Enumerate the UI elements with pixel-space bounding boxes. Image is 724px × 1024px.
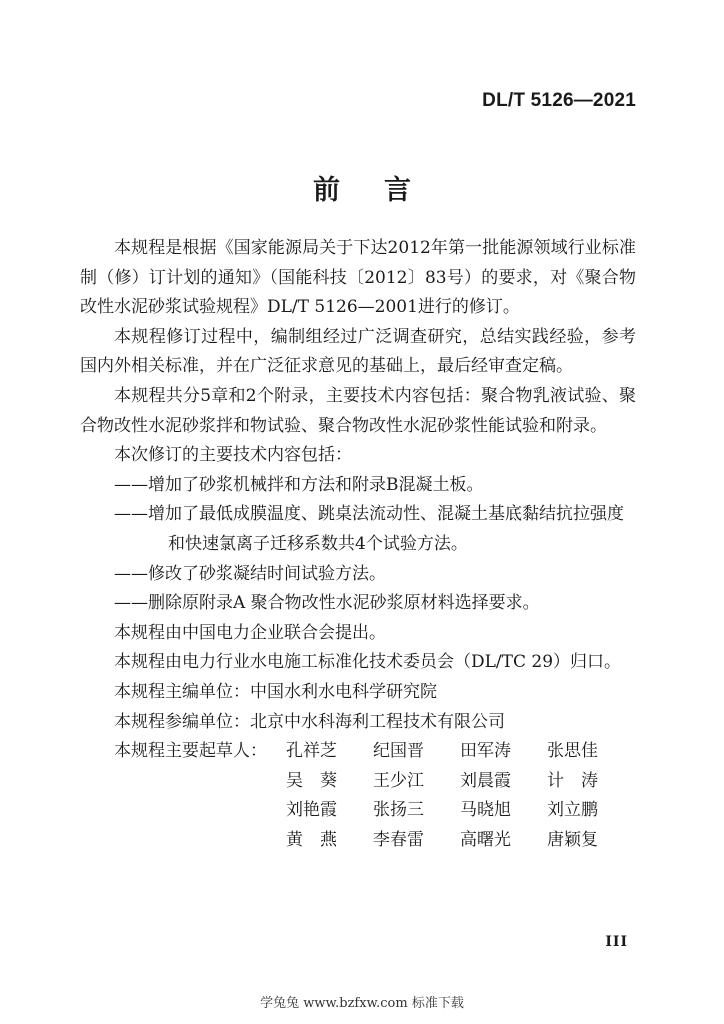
page-number: III [605,934,628,950]
drafter-name: 高曙光 [460,829,511,850]
drafter-name: 王少江 [373,770,424,791]
drafter-name: 孔祥芝 [286,741,337,762]
drafter-name: 李春雷 [373,829,424,850]
footer-watermark: 学兔兔 www.bzfxw.com 标准下载 [260,996,464,1011]
participating-unit: 本规程参编单位：北京中水科海利工程技术有限公司 [114,711,505,732]
revision-item: ——删除原附录A 聚合物改性水泥砂浆原材料选择要求。 [114,593,540,614]
drafter-name: 吴 葵 [286,770,337,791]
drafters-list [286,737,634,855]
drafter-name: 黄 燕 [286,829,337,850]
paragraph-revision-intro: 本次修订的主要技术内容包括： [114,445,352,466]
drafter-name: 田军涛 [460,741,511,762]
revision-item: ——增加了最低成膜温度、跳桌法流动性、混凝土基底黏结抗拉强度和快速氯离子迁移系数共4个试验方法。 [114,504,624,554]
drafter-name: 刘晨霞 [460,770,511,791]
paragraph-basis: 本规程是根据《国家能源局关于下达2012年第一批能源领域行业标准制（修）订计划的通知》（国能科技〔2012〕83号）的要求，对《聚合物改性水泥砂浆试验规程》DL/T 5126—2001进行的修订。 [80,238,636,318]
revision-item: ——修改了砂浆凝结时间试验方法。 [114,563,386,584]
drafters-label: 本规程主要起草人： [114,741,267,762]
standard-code: DL/T 5126—2021 [482,90,636,111]
paragraph-structure: 本规程共分5章和2个附录，主要技术内容包括：聚合物乳液试验、聚合物改性水泥砂浆拌和物试验、聚合物改性水泥砂浆性能试验和附录。 [80,385,636,436]
drafter-name: 张思佳 [547,741,598,762]
document-body [80,234,636,855]
paragraph-process: 本规程修订过程中，编制组经过广泛调查研究，总结实践经验，参考国内外相关标准，并在广泛征求意见的基础上，最后经审查定稿。 [80,326,636,377]
drafters-section [80,737,636,855]
management-statement: 本规程由电力行业水电施工标准化技术委员会（DL/TC 29）归口。 [114,652,622,673]
drafter-name: 马晓旭 [460,800,511,821]
drafter-name: 张扬三 [373,800,424,821]
drafter-name: 唐颖复 [547,829,598,850]
proposer-statement: 本规程由中国电力企业联合会提出。 [114,622,386,643]
drafter-name: 纪国晋 [373,741,424,762]
drafter-name: 刘立鹏 [547,800,598,821]
drafter-name: 计 涛 [547,770,598,791]
chief-editor-unit: 本规程主编单位：中国水利水电科学研究院 [114,681,437,702]
revision-item: ——增加了砂浆机械拌和方法和附录B混凝土板。 [114,474,484,495]
page-title: 前言 [313,175,455,206]
drafter-name: 刘艳霞 [286,800,337,821]
